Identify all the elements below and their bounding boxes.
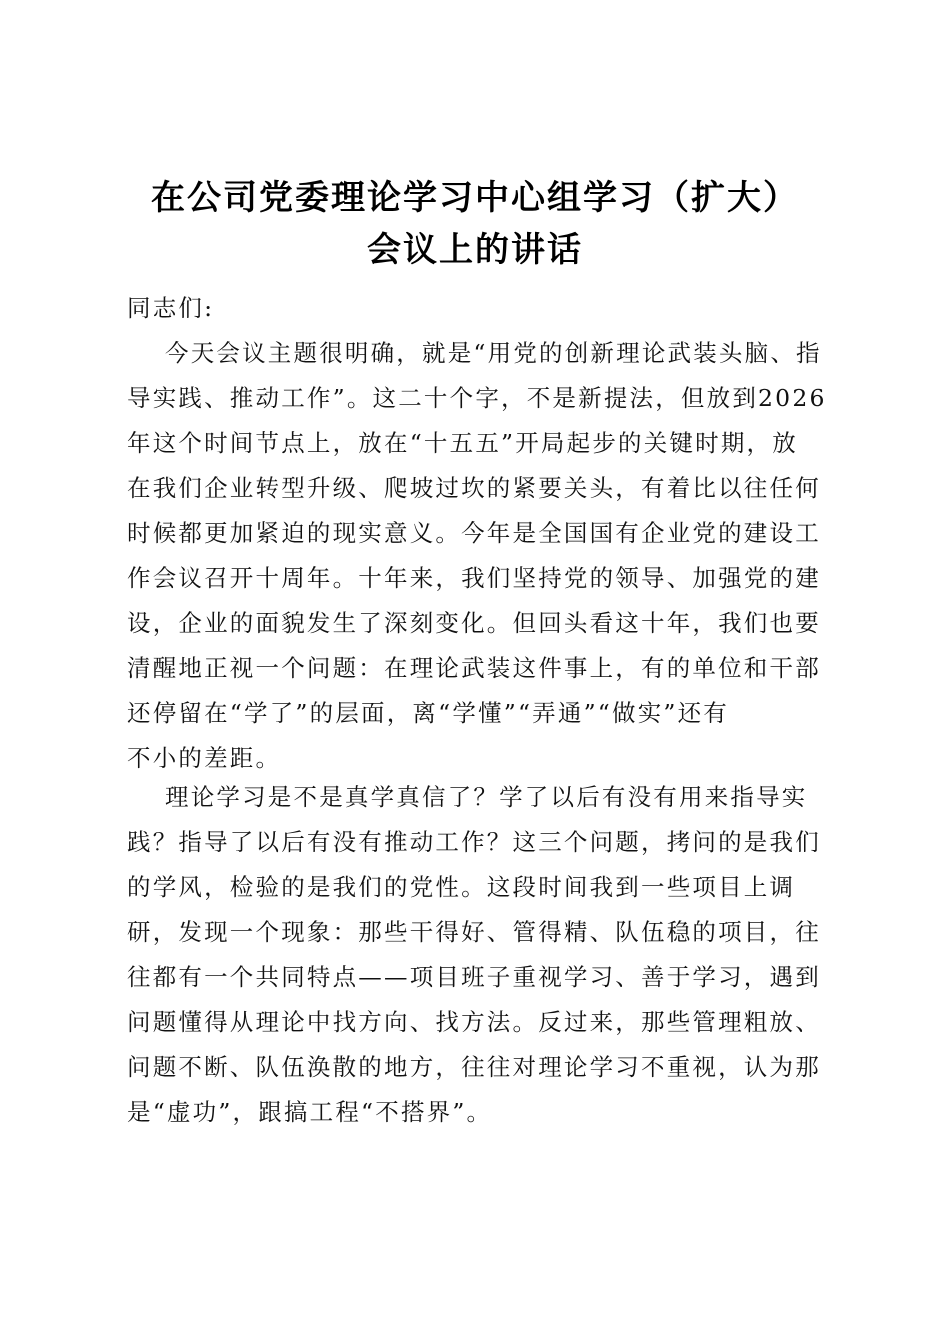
paragraph-line: 的学风，检验的是我们的党性。这段时间我到一些项目上调 <box>127 873 796 901</box>
paragraph-line: 在我们企业转型升级、爬坡过坎的紧要关头，有着比以往任何 <box>127 474 821 502</box>
paragraph-line: 研，发现一个现象：那些干得好、管得精、队伍稳的项目，往 <box>127 918 821 946</box>
paragraph-line: 还停留在“学了”的层面，离“学懂”“弄通”“做实”还有 <box>127 699 730 727</box>
paragraph-line: 年这个时间节点上，放在“十五五”开局起步的关键时期，放 <box>127 429 798 457</box>
paragraph-line: 导实践、推动工作”。这二十个字，不是新提法，但放到2026 <box>127 384 827 412</box>
paragraph-line: 清醒地正视一个问题：在理论武装这件事上，有的单位和干部 <box>127 654 821 682</box>
paragraph-line: 往都有一个共同特点——项目班子重视学习、善于学习，遇到 <box>127 963 821 991</box>
paragraph-2 <box>127 775 827 1135</box>
paragraph-line: 践？指导了以后有没有推动工作？这三个问题，拷问的是我们 <box>127 828 821 856</box>
paragraph-line: 问题不断、队伍涣散的地方，往往对理论学习不重视，认为那 <box>127 1053 821 1081</box>
paragraph-line: 时候都更加紧迫的现实意义。今年是全国国有企业党的建设工 <box>127 519 821 547</box>
paragraph-line: 设，企业的面貌发生了深刻变化。但回头看这十年，我们也要 <box>127 609 821 637</box>
document-title-line-2: 会议上的讲话 <box>367 230 583 270</box>
paragraph-line: 问题懂得从理论中找方向、找方法。反过来，那些管理粗放、 <box>127 1008 821 1036</box>
salutation: 同志们: <box>127 294 215 322</box>
paragraph-line: 今天会议主题很明确，就是“用党的创新理论武装头脑、指 <box>165 339 822 367</box>
paragraph-line: 理论学习是不是真学真信了？学了以后有没有用来指导实 <box>165 783 808 811</box>
paragraph-1 <box>127 331 827 781</box>
paragraph-line: 不小的差距。 <box>127 744 282 772</box>
paragraph-line: 是“虚功”，跟搞工程“不搭界”。 <box>127 1098 493 1126</box>
paragraph-line: 作会议召开十周年。十年来，我们坚持党的领导、加强党的建 <box>127 564 821 592</box>
document-title-line-1: 在公司党委理论学习中心组学习（扩大） <box>151 178 799 218</box>
